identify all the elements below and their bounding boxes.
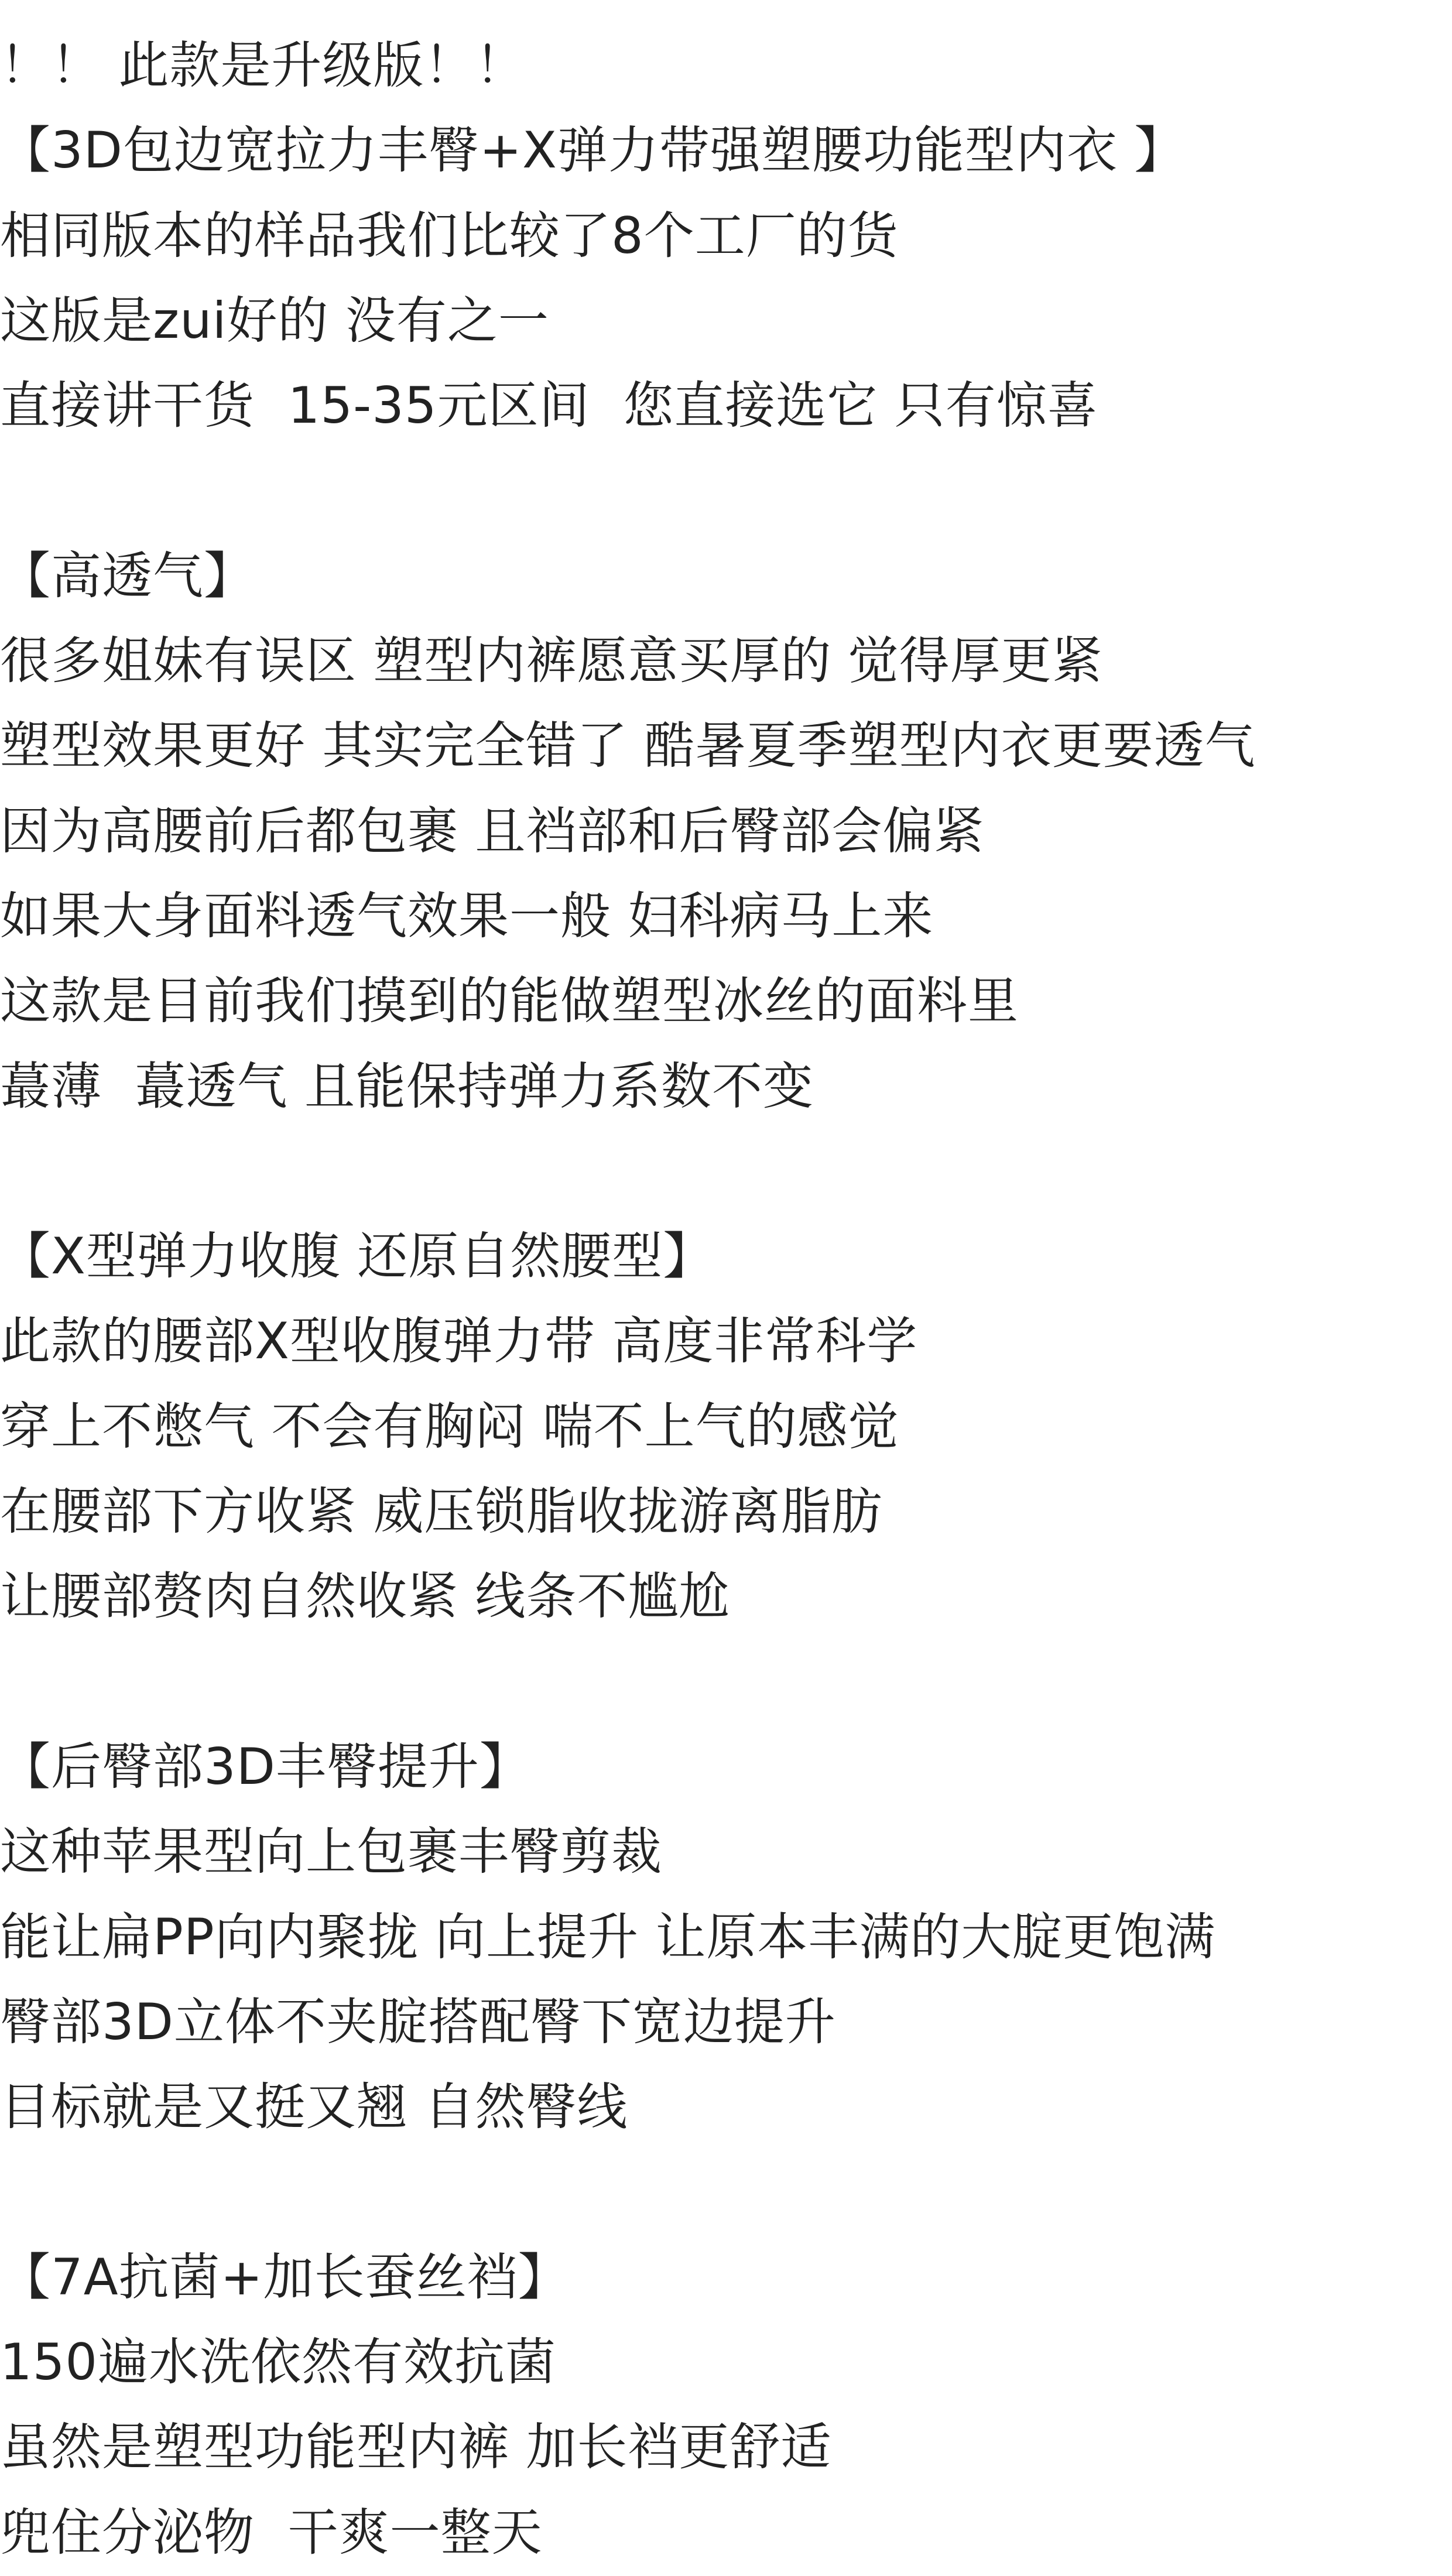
intro-line: ！！ 此款是升级版！！ [0,36,526,95]
section-line: 让腰部赘肉自然收紧 线条不尴尬 [0,1567,730,1626]
section-line: 臀部3D立体不夹腚搭配臀下宽边提升 [0,1992,836,2051]
section-hip-lift [0,1725,1452,2150]
section-line: 塑型效果更好 其实完全错了 酷暑夏季塑型内衣更要透气 [0,717,1256,776]
section-line: 穿上不憋气 不会有胸闷 喘不上气的感觉 [0,1397,899,1456]
section-line: 很多姐妹有误区 塑型内裤愿意买厚的 觉得厚更紧 [0,632,1103,691]
intro-line: 这版是zui好的 没有之一 [0,291,549,350]
section-line: 兜住分泌物 干爽一整天 [0,2503,543,2562]
spacer [0,2150,1452,2235]
section-line: 目标就是又挺又翘 自然臀线 [0,2078,628,2137]
section-line: 如果大身面料透气效果一般 妇科病马上来 [0,886,934,946]
section-antibacterial [0,2235,1452,2575]
section-line: 150遍水洗依然有效抗菌 [0,2333,557,2392]
spacer [0,1129,1452,1214]
section-breathable [0,534,1452,1129]
spacer [0,1640,1452,1725]
section-waist [0,1214,1452,1639]
section-heading: 【X型弹力收腹 还原自然腰型】 [0,1227,714,1286]
section-line: 因为高腰前后都包裹 且裆部和后臀部会偏紧 [0,801,985,861]
section-heading: 【7A抗菌+加长蚕丝裆】 [0,2248,569,2307]
section-heading: 【后臀部3D丰臀提升】 [0,1737,530,1796]
section-line: 这款是目前我们摸到的能做塑型冰丝的面料里 [0,972,1019,1031]
section-line: 蕞薄 蕞透气 且能保持弹力系数不变 [0,1057,814,1116]
section-line: 这种苹果型向上包裹丰臀剪裁 [0,1823,662,1882]
section-line: 此款的腰部X型收腹弹力带 高度非常科学 [0,1312,918,1371]
intro-line: 相同版本的样品我们比较了8个工厂的货 [0,206,899,265]
product-description [0,23,1452,2575]
intro-line: 直接讲干货 15-35元区间 您直接选它 只有惊喜 [0,376,1098,436]
spacer [0,448,1452,533]
section-line: 在腰部下方收紧 威压锁脂收拢游离脂肪 [0,1482,883,1542]
section-line: 能让扁PP向内聚拢 向上提升 让原本丰满的大腚更饱满 [0,1907,1216,1967]
intro-block [0,23,1452,448]
section-line: 虽然是塑型功能型内裤 加长裆更舒适 [0,2418,832,2477]
section-heading: 【高透气】 [0,546,255,605]
intro-line: 【3D包边宽拉力丰臀+X弹力带强塑腰功能型内衣 】 [0,121,1186,180]
